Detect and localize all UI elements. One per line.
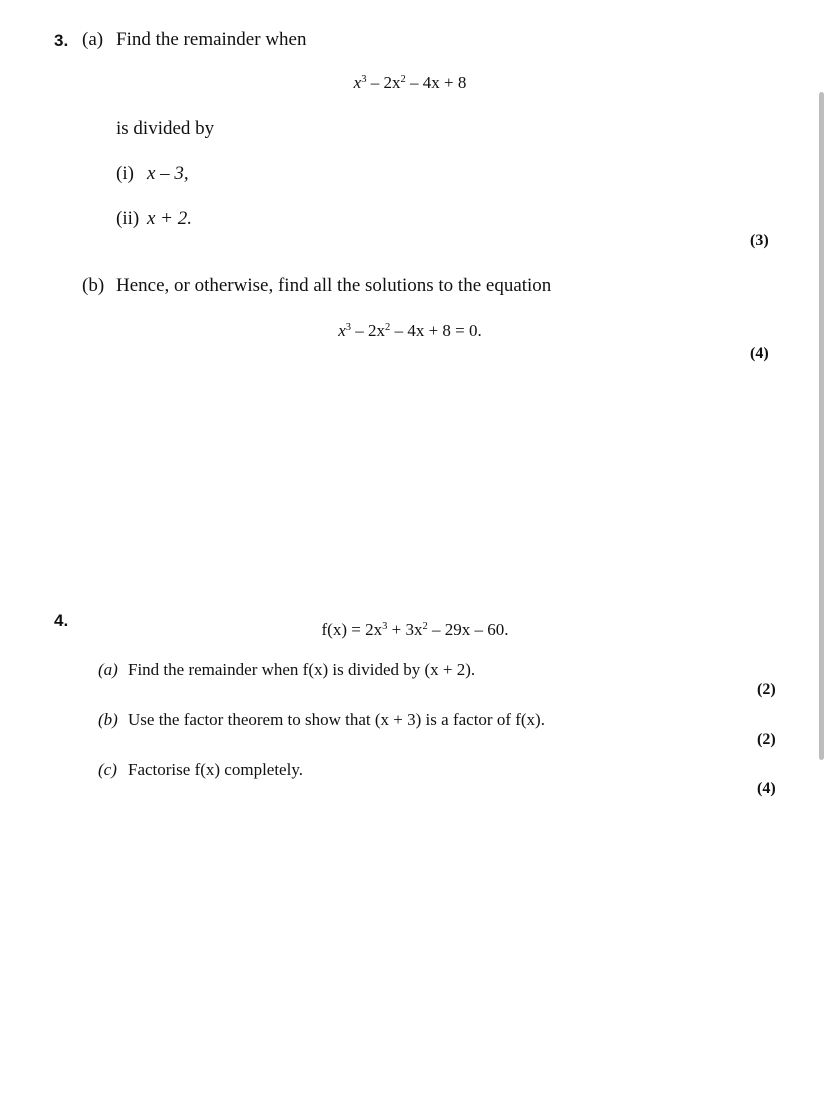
q3-part-b-label: (b) [82,275,105,296]
q3-part-a-label: (a) [82,29,104,50]
q3-equation [290,321,530,341]
q3-part-b-text: Hence, or otherwise, find all the solutions to the equation [116,275,552,296]
question-3-number: 3. [54,31,69,50]
q3-poly-term3: – 4x + 8 [405,73,467,92]
q3-eq-term2: – 2x [351,321,386,340]
q3-part-b-marks: (4) [750,345,769,362]
q3-subpart-ii-label: (ii) [116,208,140,229]
q4-part-b-text: Use the factor theorem to show that (x + 3) is a factor of f(x). [128,710,545,729]
q4-f-term2: + 3x [387,620,423,639]
q4-part-c-label-text: (c) [98,760,117,779]
q3-polynomial [300,73,520,93]
q4-function-definition [300,620,530,640]
q4-part-b-label [98,710,118,730]
q3-poly-x: x [353,73,362,92]
q3-subpart-i-math: x – 3, [147,163,189,184]
q3-eq-exp2: 2 [385,322,391,334]
q4-f-term3: – 29x – 60. [427,620,509,639]
q3-part-a-marks: (3) [750,232,769,249]
q4-part-a-label [98,660,118,680]
q4-part-c-marks: (4) [757,780,776,797]
q4-part-c-text: Factorise f(x) completely. [128,760,303,779]
question-4-number: 4. [54,611,69,630]
q3-eq-x: x [338,321,346,340]
q4-part-b-marks: (2) [757,731,776,748]
q3-part-a-text: Find the remainder when [116,29,307,50]
q4-part-a-label-text: (a) [98,660,118,679]
q4-part-a-text: Find the remainder when f(x) is divided by (x + 2). [128,660,476,679]
q3-subpart-i-label: (i) [116,163,134,184]
q4-f-term1: f(x) = 2x [321,620,383,639]
q3-subpart-i-expr [147,163,189,185]
q3-poly-term2: – 2x [366,73,401,92]
q3-subpart-ii-expr [147,208,192,230]
q3-poly-exp3: 3 [361,74,367,86]
q4-part-b-label-text: (b) [98,710,118,729]
q4-part-c-label [98,760,117,780]
q4-part-a-marks: (2) [757,681,776,698]
q4-f-exp3: 3 [382,621,388,633]
vertical-scrollbar[interactable] [819,92,824,760]
q4-f-exp2: 2 [422,621,428,633]
q3-subpart-ii-math: x + 2. [147,208,193,229]
q3-eq-exp3: 3 [345,322,352,334]
q3-divided-by-text: is divided by [116,118,215,139]
q3-poly-exp2: 2 [400,74,406,86]
q3-eq-term3: – 4x + 8 = 0. [390,321,482,340]
